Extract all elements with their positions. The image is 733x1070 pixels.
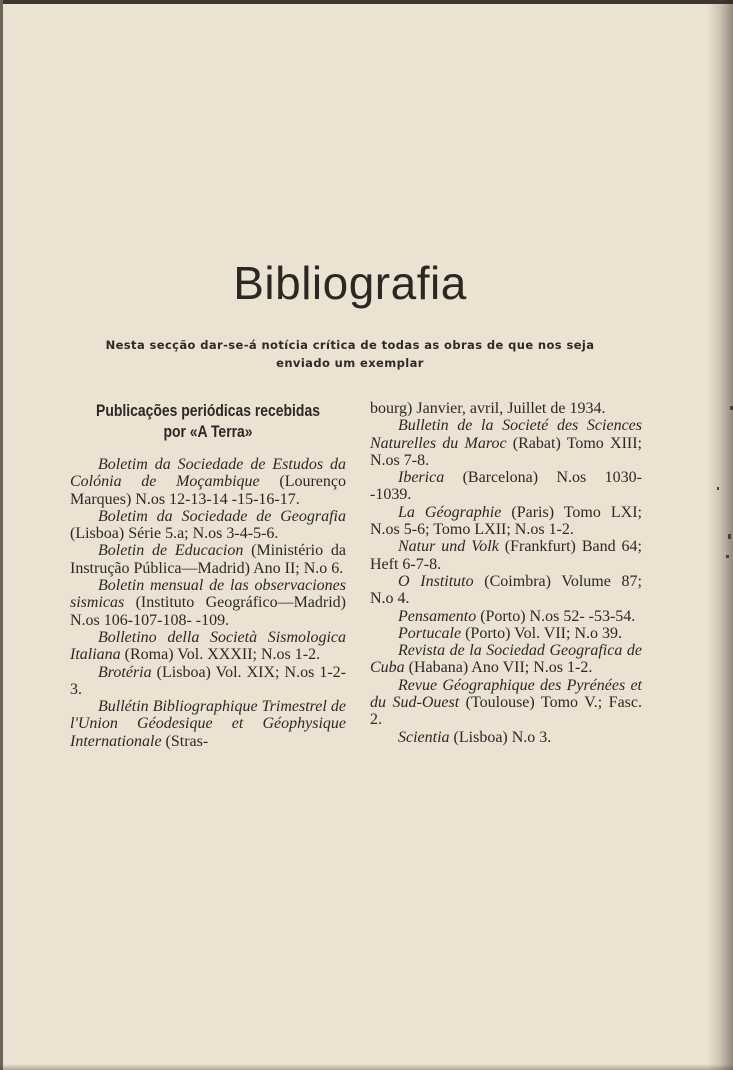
left-column: [70, 400, 346, 750]
bibliography-entry: [370, 677, 642, 729]
publication-details: (Frankfurt) Band 64; Heft 6-7-8.: [370, 538, 642, 573]
publication-details: (Roma) Vol. XXXII; N.os 1-2.: [120, 646, 321, 664]
bibliography-entry: [370, 642, 642, 677]
left-entry-list: [70, 456, 346, 750]
margin-mark: [717, 487, 719, 490]
bibliography-entry: [70, 698, 346, 750]
publication-details: (Toulouse) Tomo V.; Fasc. 2.: [370, 694, 643, 729]
publication-title: Iberica: [398, 469, 445, 487]
publication-details: (Rabat) Tomo XIII; N.os 7-8.: [370, 434, 642, 469]
publication-details: (Paris) Tomo LXI; N.os 5-6; Tomo LXII; N.os 1-2.: [370, 503, 642, 539]
page-title: Bibliografia: [233, 257, 467, 309]
right-entry-list: [370, 417, 642, 746]
publication-title: Boletin de Educacion: [98, 542, 244, 560]
section-note: [100, 336, 600, 372]
bibliography-entry: [70, 629, 346, 664]
publication-details: (Porto) Vol. VII; N.o 39.: [461, 624, 622, 642]
publication-details: (Habana) Ano VII; N.os 1-2.: [404, 659, 593, 677]
bibliography-entry: [70, 456, 346, 508]
publication-title: Bolletino della Società Sismologica Italiana: [70, 628, 346, 664]
publication-title: Scientia: [398, 728, 450, 746]
bibliography-entry: [70, 508, 346, 543]
publication-details: (Coimbra) Volume 87; N.o 4.: [370, 572, 642, 608]
right-column: [370, 400, 642, 746]
column-heading-line: Publicações periódicas recebidas: [96, 401, 320, 420]
bibliography-entry: [370, 504, 642, 539]
publication-title: Boletin mensual de las observaciones sismicas: [70, 577, 346, 612]
bibliography-entry: [370, 608, 642, 625]
margin-mark: [726, 555, 729, 558]
publication-details: (Porto) N.os 52- -53-54.: [476, 607, 636, 625]
publication-details: (Lisboa) Vol. XIX; N.os 1-2-3.: [70, 663, 346, 698]
bibliography-entry: [370, 573, 642, 608]
publication-title: La Géographie: [398, 503, 502, 521]
continued-entry-text: bourg) Janvier, avril, Juillet de 1934.: [370, 400, 606, 417]
publication-title: Bulletin de la Societé des Sciences Naturelles du Maroc: [370, 417, 642, 452]
publication-details: (Lourenço Marques) N.os 12-13-14 -15-16-17.: [70, 473, 346, 508]
publication-title: Revue Géographique des Pyrénées et du Sud-Ouest: [370, 676, 642, 712]
bibliography-entry: [370, 625, 642, 642]
publication-details: (Ministério da Instrução Pública—Madrid) Ano II; N.o 6.: [70, 542, 347, 577]
publication-details: (Instituto Geográfico—Madrid) N.os 106-107-108- -109.: [70, 594, 346, 629]
bibliography-entry: [370, 729, 642, 746]
publication-title: Pensamento: [398, 607, 477, 625]
publication-title: Natur und Volk: [398, 538, 499, 556]
page-bottom-edge: [0, 1064, 733, 1070]
bibliography-entry: [70, 542, 346, 577]
column-heading: [95, 400, 321, 442]
bibliography-entry: [370, 469, 642, 504]
bibliography-entry: [370, 538, 642, 573]
section-note-line: enviado um exemplar: [276, 356, 424, 370]
bibliography-entry: [70, 664, 346, 699]
publication-title: Boletim da Sociedade de Estudos da Colónia de Moçambique: [70, 456, 346, 491]
publication-title: Portucale: [398, 624, 462, 642]
publication-details: (Stras-: [161, 732, 209, 750]
margin-mark: [728, 534, 731, 539]
bibliography-entry: [70, 577, 346, 629]
column-heading-line: por «A Terra»: [163, 422, 253, 441]
publication-title: Revista de la Sociedad Geografica de Cuba: [370, 642, 642, 677]
scan-border-left: [0, 0, 3, 1070]
scan-border-top: [0, 0, 733, 4]
section-note-line: Nesta secção dar-se-á notícia crítica de todas as obras de que nos seja: [105, 338, 595, 352]
bibliography-entry: [370, 417, 642, 469]
publication-details: (Lisboa) N.o 3.: [449, 728, 552, 746]
publication-details: (Lisboa) Série 5.a; N.os 3-4-5-6.: [70, 525, 279, 543]
publication-title: Bullétin Bibliographique Trimestrel de l'Union Géodesique et Géophysique Internationale: [70, 698, 346, 750]
publication-title: Boletim da Sociedade de Geografia: [98, 507, 346, 525]
publication-details: (Barcelona) N.os 1030- -1039.: [370, 469, 642, 504]
publication-title: O Instituto: [398, 572, 474, 590]
publication-title: Brotéria: [98, 663, 152, 681]
